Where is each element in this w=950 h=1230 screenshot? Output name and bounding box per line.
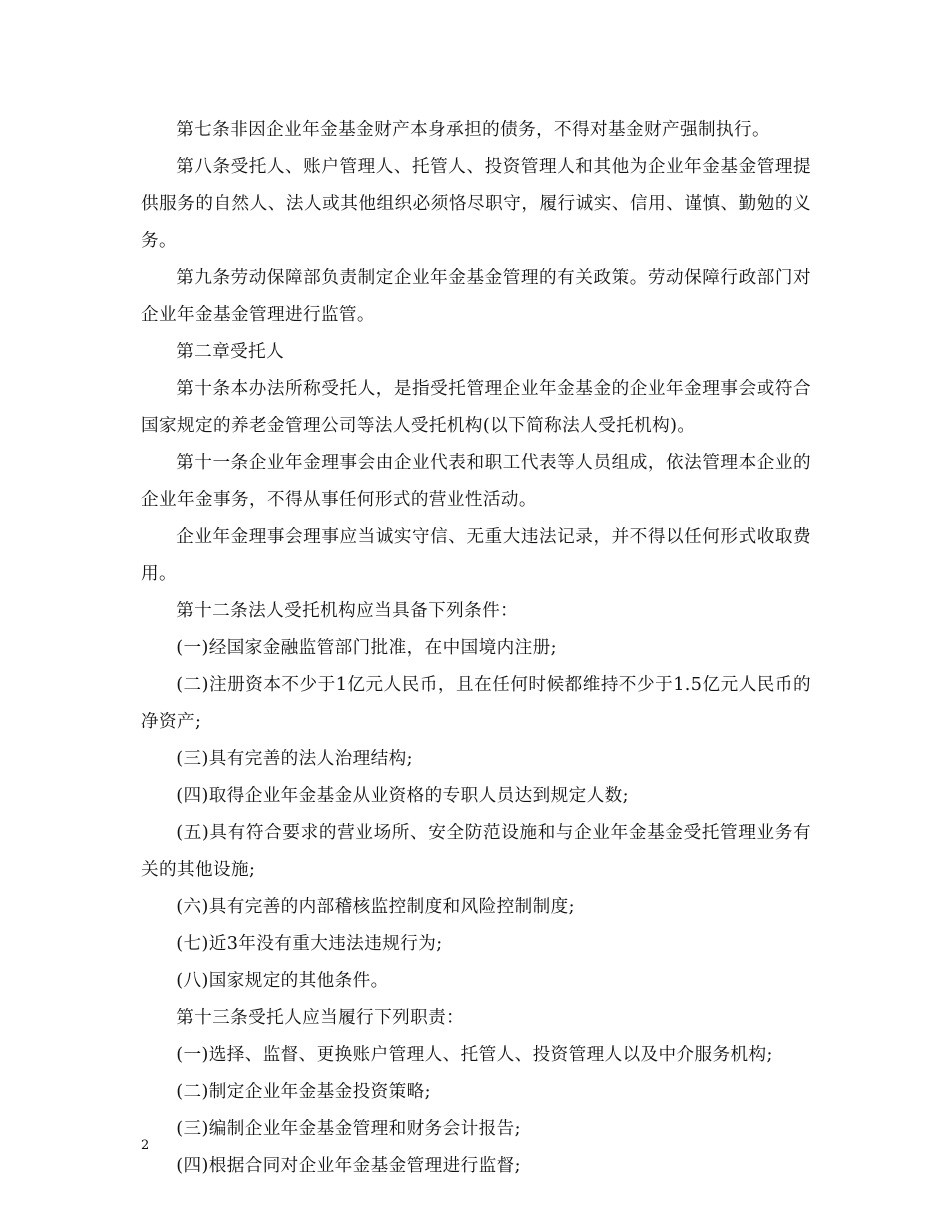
list-item-13-2: (二)制定企业年金基金投资策略; xyxy=(176,1082,431,1102)
list-item-12-6: (六)具有完善的内部稽核监控制度和风险控制制度; xyxy=(176,897,575,917)
list-item-12-2: (二)注册资本不少于1亿元人民币，且在任何时候都维持不少于1.5亿元人民币的净资产; xyxy=(141,675,811,732)
list-item-12-3: (三)具有完善的法人治理结构; xyxy=(176,749,413,769)
paragraph-article-9: 第九条劳动保障部负责制定企业年金基金管理的有关政策。劳动保障行政部门对企业年金基金管理进行监管。 xyxy=(141,268,811,325)
paragraph-article-11: 第十一条企业年金理事会由企业代表和职工代表等人员组成，依法管理本企业的企业年金事务，不得从事任何形式的营业性活动。 xyxy=(141,453,811,510)
paragraph-article-8: 第八条受托人、账户管理人、托管人、投资管理人和其他为企业年金基金管理提供服务的自然人、法人或其他组织必须恪尽职守，履行诚实、信用、谨慎、勤勉的义务。 xyxy=(141,157,811,251)
list-item-12-1: (一)经国家金融监管部门批准，在中国境内注册; xyxy=(176,638,557,658)
paragraph-article-13: 第十三条受托人应当履行下列职责： xyxy=(176,1008,465,1028)
paragraph-article-10: 第十条本办法所称受托人，是指受托管理企业年金基金的企业年金理事会或符合国家规定的养老金管理公司等法人受托机构(以下简称法人受托机构)。 xyxy=(141,379,811,436)
list-item-13-3: (三)编制企业年金基金管理和财务会计报告; xyxy=(176,1119,521,1139)
paragraph-article-11-cont: 企业年金理事会理事应当诚实守信、无重大违法记录，并不得以任何形式收取费用。 xyxy=(141,527,811,584)
paragraph-article-12: 第十二条法人受托机构应当具备下列条件： xyxy=(176,601,519,621)
list-item-12-4: (四)取得企业年金基金从业资格的专职人员达到规定人数; xyxy=(176,786,629,806)
document-body xyxy=(141,112,811,1185)
page-number: 2 xyxy=(141,1138,150,1153)
list-item-12-5: (五)具有符合要求的营业场所、安全防范设施和与企业年金基金受托管理业务有关的其他设施; xyxy=(141,823,811,880)
paragraph-article-7: 第七条非因企业年金基金财产本身承担的债务，不得对基金财产强制执行。 xyxy=(176,120,770,140)
list-item-12-7: (七)近3年没有重大违法违规行为; xyxy=(176,934,443,954)
list-item-13-1: (一)选择、监督、更换账户管理人、托管人、投资管理人以及中介服务机构; xyxy=(176,1045,773,1065)
list-item-12-8: (八)国家规定的其他条件。 xyxy=(176,971,389,991)
list-item-13-4: (四)根据合同对企业年金基金管理进行监督; xyxy=(176,1156,521,1176)
chapter-heading-2: 第二章受托人 xyxy=(176,342,285,362)
